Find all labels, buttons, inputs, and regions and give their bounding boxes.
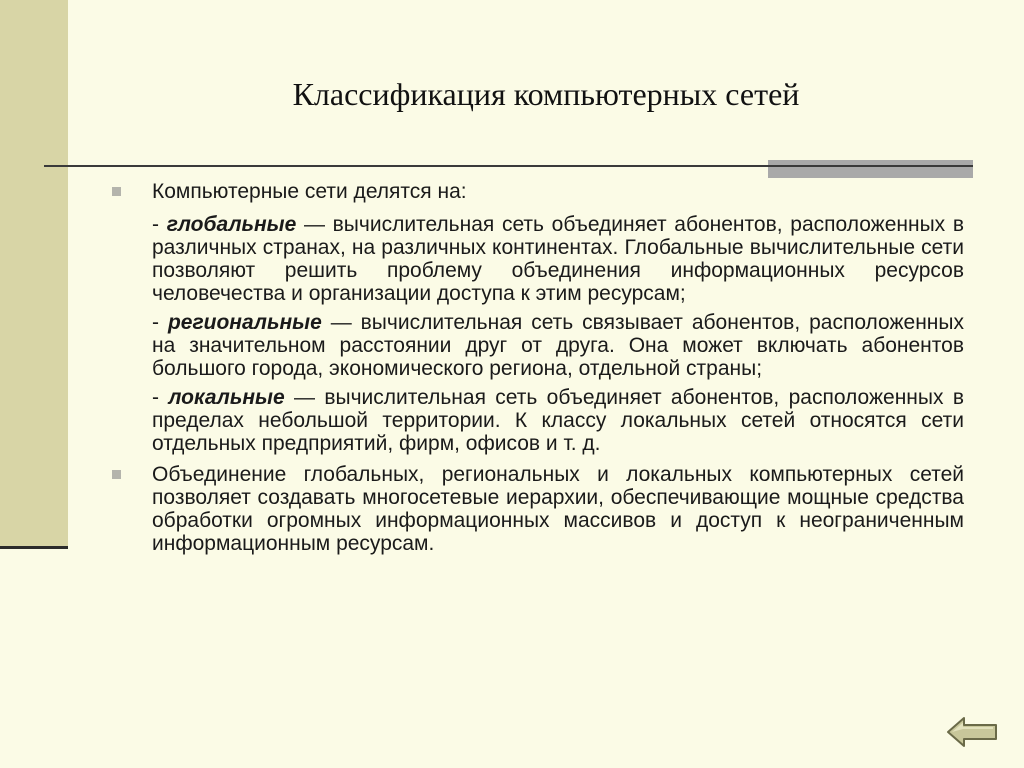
bullet-intro (112, 180, 964, 203)
left-decor-line (0, 546, 68, 549)
item-dash: - (152, 213, 167, 236)
list-item-local (152, 386, 964, 455)
intro-text: Компьютерные сети делятся на: (152, 180, 467, 203)
bullet-marker (112, 187, 121, 196)
term-global: глобальные (166, 213, 297, 236)
slide-title: Классификация компьютерных сетей (292, 76, 800, 112)
slide-content (112, 180, 964, 555)
term-regional: региональные (167, 311, 322, 334)
item-description: — вычислительная сеть объединяет абонентов, расположенных в пределах небольшой территории. К классу локальных сетей относятся сети отдельных предприятий, фирм, офисов и т. д. (152, 386, 964, 455)
list-item-global (152, 213, 964, 305)
term-local: локальные (168, 386, 285, 409)
item-dash: - (152, 386, 169, 409)
title-divider-accent (768, 160, 973, 178)
list-item-regional (152, 311, 964, 380)
item-dash: - (152, 311, 168, 334)
bullet-summary (112, 463, 964, 555)
summary-text: Объединение глобальных, региональных и локальных компьютерных сетей позволяет создавать многосетевые иерархии, обеспечивающие мощные средства обработки огромных информационных массивов и доступ к неограниченным информационным ресурсам. (152, 463, 964, 555)
item-description: — вычислительная сеть связывает абонентов, расположенных на значительном расстоянии друг от друга. Она может включать абонентов большого города, экономического региона, отдельной страны; (152, 311, 964, 380)
item-description: — вычислительная сеть объединяет абонентов, расположенных в различных странах, на различных континентах. Глобальные вычислительные сети позволяют решить проблему объединения информационных ресурсов человечества и организации доступа к этим ресурсам; (152, 213, 965, 305)
back-button[interactable] (946, 716, 998, 748)
left-arrow-icon (946, 716, 998, 748)
bullet-marker (112, 470, 121, 479)
